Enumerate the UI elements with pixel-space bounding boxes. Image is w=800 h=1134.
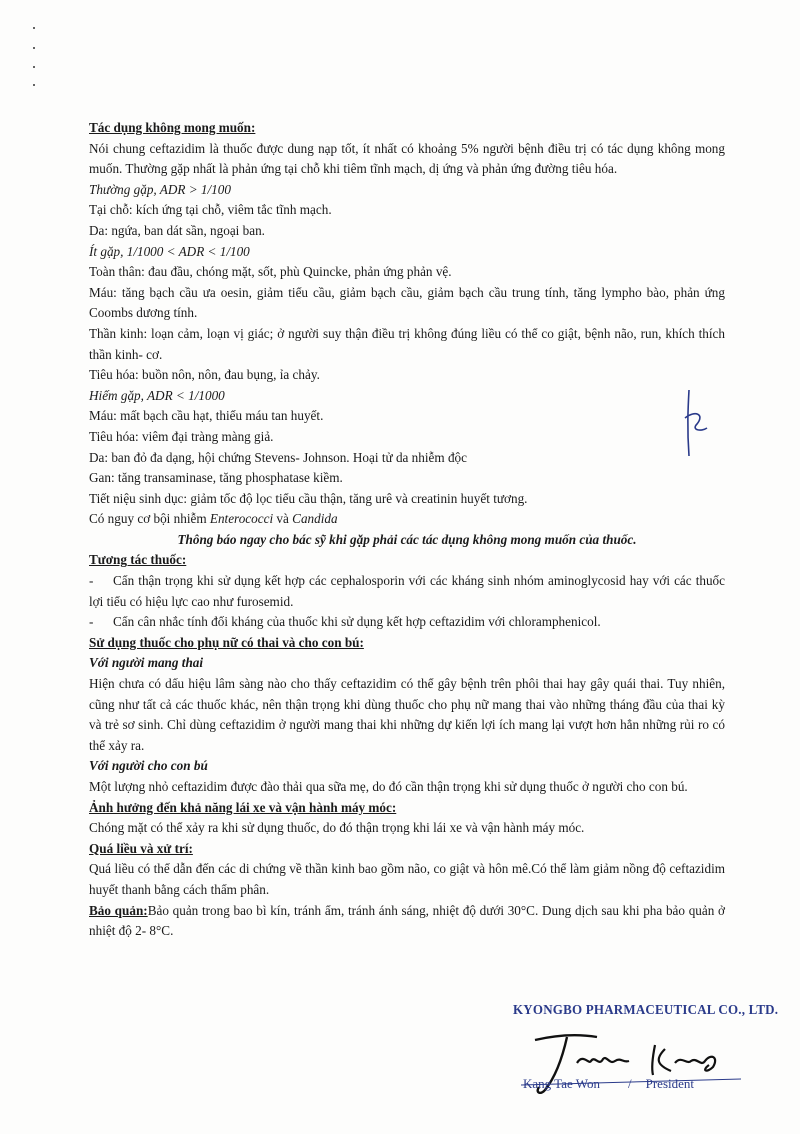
subsection-heading: Với người cho con bú (89, 758, 208, 774)
paragraph: Chóng mặt có thể xảy ra khi sử dụng thuốc, do đó thận trọng khi lái xe và vận hành máy móc. (89, 820, 585, 836)
organism-name: Candida (292, 511, 338, 527)
organism-name: Enterococci (209, 511, 274, 527)
section-heading: Ảnh hưởng đến khả năng lái xe và vận hành máy móc: (89, 799, 397, 815)
storage-text: Bảo quản trong bao bì kín, tránh ẩm, tránh ánh sáng, nhiệt độ dưới 30°C. Dung dịch sau khi pha bảo quản ở nhiệt độ 2- 8°C. (89, 902, 726, 939)
paragraph: Nói chung ceftazidim là thuốc được dung nạp tốt, ít nhất có khoảng 5% người bệnh điều trị có tác dụng không mong muốn. Thường gặp nhất là phản ứng tại chỗ khi tiêm tĩnh mạch, dị ứng và phản ứng đường tiêu hóa. (89, 140, 725, 177)
paragraph: Da: ngứa, ban dát sần, ngoại ban. (89, 222, 265, 238)
scan-dot (33, 66, 35, 68)
bullet-text: Cẩn thận trọng khi sử dụng kết hợp các cephalosporin với các kháng sinh nhóm aminoglycosid hay với các thuốc lợi tiểu có hiệu lực cao như furosemid. (89, 573, 725, 609)
company-stamp: KYONGBO PHARMACEUTICAL CO., LTD. (513, 1001, 779, 1018)
section-heading: Tác dụng không mong muốn: (89, 120, 256, 135)
paragraph-text: Có nguy cơ bội nhiễm (89, 511, 210, 527)
frequency-subheading: Ít gặp, 1/1000 < ADR < 1/100 (89, 243, 250, 259)
signer-name: Kang Tae Won (523, 1076, 600, 1091)
paragraph: Máu: tăng bạch cầu ưa oesin, giảm tiểu cầu, giảm bạch cầu, giảm bạch cầu trung tính, tăng lympho bào, phản ứng Coombs dương tính. (89, 284, 725, 321)
handwritten-initial-mark (675, 388, 715, 458)
paragraph: Quá liều có thể dẫn đến các di chứng về thần kinh bao gồm não, co giật và hôn mê.Có thể làm giảm nồng độ ceftazidim huyết thanh bằng cách thẩm phân. (89, 861, 725, 897)
paragraph: Tại chỗ: kích ứng tại chỗ, viêm tắc tĩnh mạch. (89, 202, 332, 218)
scan-dot (33, 27, 35, 29)
paragraph (89, 509, 725, 530)
paragraph: Một lượng nhỏ ceftazidim được đào thải qua sữa mẹ, do đó cần thận trọng khi sử dụng thuốc ở người cho con bú. (89, 779, 688, 794)
scan-dot (33, 84, 35, 86)
section-heading: Sử dụng thuốc cho phụ nữ có thai và cho con bú: (89, 634, 364, 650)
warning-note: Thông báo ngay cho bác sỹ khi gặp phải các tác dụng không mong muốn của thuốc. (177, 531, 637, 547)
bullet-item (89, 571, 725, 612)
signer-separator: / (628, 1076, 632, 1091)
paragraph: Hiện chưa có dấu hiệu lâm sàng nào cho thấy ceftazidim có thể gây bệnh trên phôi thai hay gây quái thai. Tuy nhiên, cũng như tất cả các thuốc khác, nên thận trọng khi dùng thuốc cho phụ nữ mang thai vào những tháng đầu của thai kỳ và trẻ sơ sinh. Chỉ dùng ceftazidim ở người mang thai khi những dự kiến lợi ích mang lại vượt hơn hẳn những rủi ro có thể xảy ra. (89, 676, 725, 753)
storage-label: Bảo quản: (89, 902, 148, 918)
paragraph: Tiết niệu sinh dục: giảm tốc độ lọc tiểu cầu thận, tăng urê và creatinin huyết tương. (89, 490, 528, 506)
section-heading: Tương tác thuốc: (89, 552, 187, 568)
signer-line (523, 1076, 694, 1092)
paragraph: Gan: tăng transaminase, tăng phosphatase kiềm. (89, 470, 343, 486)
paragraph-text: và (273, 511, 293, 527)
paragraph: Thần kinh: loạn cảm, loạn vị giác; ở người suy thận điều trị không đúng liều có thể co giật, bệnh não, run, khích thích thần kinh- cơ. (89, 325, 725, 362)
paragraph: Toàn thân: đau đầu, chóng mặt, sốt, phù Quincke, phản ứng phản vệ. (89, 264, 452, 280)
frequency-subheading: Hiếm gặp, ADR < 1/1000 (89, 387, 225, 403)
paragraph: Máu: mất bạch cầu hạt, thiếu máu tan huyết. (89, 408, 324, 424)
bullet-dash: - (89, 614, 94, 630)
subsection-heading: Với người mang thai (89, 655, 204, 671)
frequency-subheading: Thường gặp, ADR > 1/100 (89, 181, 231, 197)
paragraph: Tiêu hóa: buồn nôn, nôn, đau bụng, ỉa chảy. (89, 367, 320, 383)
signer-title: President (645, 1076, 695, 1091)
storage-paragraph (89, 901, 725, 942)
bullet-dash: - (89, 573, 94, 589)
scan-dot (33, 47, 35, 49)
section-heading: Quá liều và xử trí: (89, 840, 193, 856)
paragraph: Tiêu hóa: viêm đại tràng màng giả. (89, 428, 274, 444)
bullet-item (89, 612, 725, 633)
document-body (89, 118, 725, 942)
paragraph: Da: ban đỏ đa dạng, hội chứng Stevens- Johnson. Hoại tử da nhiễm độc (89, 449, 467, 465)
bullet-text: Cẩn cân nhắc tính đối kháng của thuốc khi sử dụng kết hợp ceftazidim với chloramphenicol. (113, 614, 601, 630)
